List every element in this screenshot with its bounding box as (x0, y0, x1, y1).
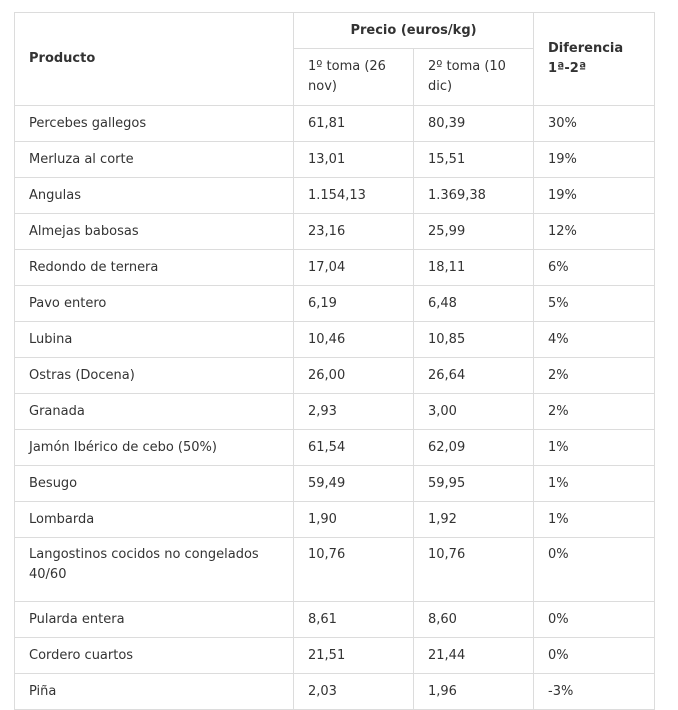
cell-diferencia: 19% (534, 178, 655, 214)
table-row (15, 322, 655, 358)
cell-diferencia: 1% (534, 502, 655, 538)
cell-producto: Lubina (15, 322, 294, 358)
cell-producto: Lombarda (15, 502, 294, 538)
cell-toma1: 10,46 (294, 322, 414, 358)
cell-diferencia: 30% (534, 106, 655, 142)
cell-diferencia: 6% (534, 250, 655, 286)
cell-toma2: 1,96 (414, 674, 534, 710)
header-precio-group: Precio (euros/kg) (294, 13, 534, 49)
table-row (15, 250, 655, 286)
cell-toma2: 1,92 (414, 502, 534, 538)
cell-diferencia: 0% (534, 638, 655, 674)
header-toma1: 1º toma (26 nov) (294, 49, 414, 106)
table-row (15, 394, 655, 430)
cell-toma2: 8,60 (414, 602, 534, 638)
cell-producto: Besugo (15, 466, 294, 502)
table-row (15, 286, 655, 322)
table-row (15, 106, 655, 142)
cell-diferencia: 1% (534, 466, 655, 502)
cell-diferencia: 0% (534, 538, 655, 602)
cell-toma2: 62,09 (414, 430, 534, 466)
cell-diferencia: 12% (534, 214, 655, 250)
table-row (15, 502, 655, 538)
cell-producto: Jamón Ibérico de cebo (50%) (15, 430, 294, 466)
cell-toma2: 26,64 (414, 358, 534, 394)
header-diferencia: Diferencia 1ª-2ª (534, 13, 655, 106)
price-comparison-table (14, 12, 655, 710)
cell-producto: Cordero cuartos (15, 638, 294, 674)
cell-toma1: 17,04 (294, 250, 414, 286)
cell-toma1: 6,19 (294, 286, 414, 322)
table-row (15, 214, 655, 250)
cell-toma1: 2,93 (294, 394, 414, 430)
table-row (15, 674, 655, 710)
table-row (15, 638, 655, 674)
cell-producto: Piña (15, 674, 294, 710)
cell-diferencia: 5% (534, 286, 655, 322)
cell-producto: Redondo de ternera (15, 250, 294, 286)
cell-toma1: 61,81 (294, 106, 414, 142)
cell-toma1: 21,51 (294, 638, 414, 674)
table-header (15, 13, 655, 106)
table-row (15, 142, 655, 178)
cell-producto: Percebes gallegos (15, 106, 294, 142)
cell-toma1: 13,01 (294, 142, 414, 178)
cell-producto: Pavo entero (15, 286, 294, 322)
table-row (15, 358, 655, 394)
table-row (15, 538, 655, 602)
cell-toma2: 10,76 (414, 538, 534, 602)
header-producto: Producto (15, 13, 294, 106)
table-row (15, 466, 655, 502)
cell-toma1: 10,76 (294, 538, 414, 602)
cell-toma1: 8,61 (294, 602, 414, 638)
cell-producto: Merluza al corte (15, 142, 294, 178)
cell-toma2: 25,99 (414, 214, 534, 250)
cell-diferencia: -3% (534, 674, 655, 710)
cell-toma2: 59,95 (414, 466, 534, 502)
cell-producto: Langostinos cocidos no congelados 40/60 (15, 538, 294, 602)
cell-toma2: 15,51 (414, 142, 534, 178)
cell-diferencia: 2% (534, 358, 655, 394)
cell-producto: Ostras (Docena) (15, 358, 294, 394)
cell-toma1: 26,00 (294, 358, 414, 394)
cell-producto: Almejas babosas (15, 214, 294, 250)
cell-producto: Angulas (15, 178, 294, 214)
cell-diferencia: 0% (534, 602, 655, 638)
cell-diferencia: 4% (534, 322, 655, 358)
cell-producto: Granada (15, 394, 294, 430)
cell-toma2: 3,00 (414, 394, 534, 430)
cell-diferencia: 1% (534, 430, 655, 466)
table-container (14, 12, 655, 710)
cell-toma2: 80,39 (414, 106, 534, 142)
cell-toma1: 61,54 (294, 430, 414, 466)
cell-diferencia: 19% (534, 142, 655, 178)
cell-toma2: 1.369,38 (414, 178, 534, 214)
cell-toma1: 1,90 (294, 502, 414, 538)
table-row (15, 602, 655, 638)
table-row (15, 178, 655, 214)
cell-toma1: 2,03 (294, 674, 414, 710)
header-row-1 (15, 13, 655, 49)
cell-producto: Pularda entera (15, 602, 294, 638)
cell-toma2: 21,44 (414, 638, 534, 674)
cell-toma2: 18,11 (414, 250, 534, 286)
cell-toma1: 59,49 (294, 466, 414, 502)
header-toma2: 2º toma (10 dic) (414, 49, 534, 106)
cell-toma2: 6,48 (414, 286, 534, 322)
cell-toma2: 10,85 (414, 322, 534, 358)
table-body (15, 106, 655, 710)
cell-toma1: 1.154,13 (294, 178, 414, 214)
cell-toma1: 23,16 (294, 214, 414, 250)
cell-diferencia: 2% (534, 394, 655, 430)
table-row (15, 430, 655, 466)
